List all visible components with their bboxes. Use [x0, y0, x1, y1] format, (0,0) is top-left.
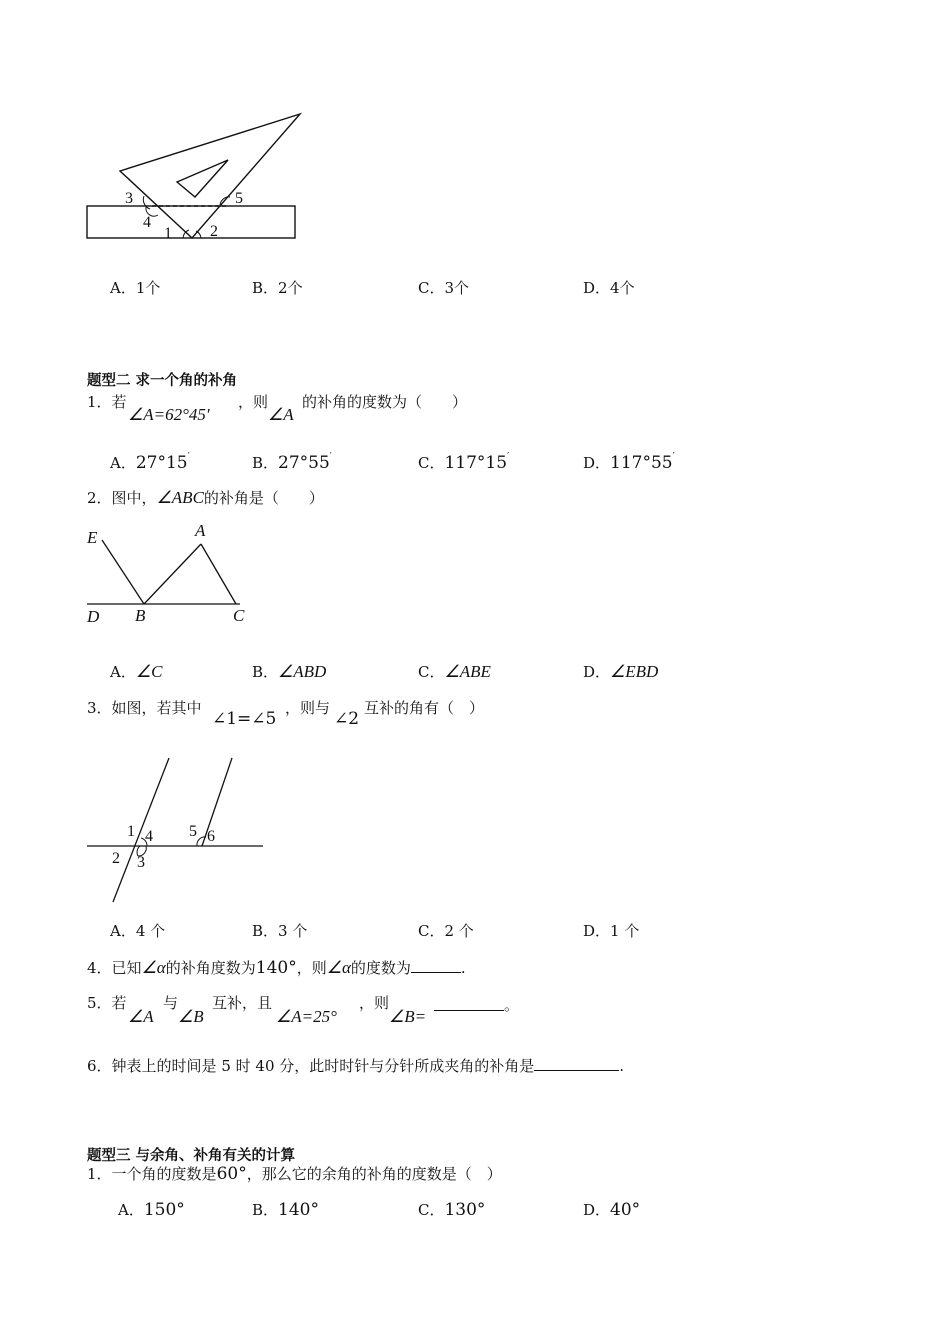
- s2-q3-option-d[interactable]: D．1 个: [583, 922, 640, 940]
- s2-q3-option-c[interactable]: C．2 个: [418, 922, 474, 940]
- s2-q1-angle: ∠A=62°45′: [128, 405, 210, 424]
- s2-q1-stem: 1．若: [87, 393, 127, 411]
- question-number: 2．: [87, 489, 112, 507]
- fig0-label-2: 2: [210, 223, 218, 240]
- label-d: D: [87, 607, 100, 626]
- q0-option-b[interactable]: [252, 281, 303, 296]
- s2-q1-option-c[interactable]: C．117°15′: [418, 452, 510, 473]
- s2-q3-angle: ∠2: [334, 709, 360, 729]
- fig0-label-3: 3: [125, 190, 133, 207]
- option-value: 4个: [610, 279, 635, 297]
- s2-q3-stem-mid: ，则与: [285, 699, 331, 717]
- s2-q5-end: 。: [504, 996, 520, 1014]
- question-number: 5．: [87, 994, 112, 1012]
- s2-q5-yu: 与: [163, 994, 179, 1012]
- s2-q1-option-d[interactable]: D．117°55′: [583, 452, 675, 473]
- q0-option-d[interactable]: [583, 281, 635, 296]
- s2-q1-option-a[interactable]: A．27°15′: [110, 452, 190, 473]
- s3-q1-option-c[interactable]: C．130°: [418, 1200, 486, 1220]
- figure-intersecting-lines: [80, 750, 270, 910]
- question-number: 6．: [87, 1057, 112, 1075]
- label-b: B: [135, 606, 146, 625]
- s2-q5-stem: 5．若: [87, 994, 127, 1012]
- fig0-label-5: 5: [235, 190, 243, 207]
- s2-q2-stem: 2．图中，∠ABC的补角是（ ）: [87, 488, 324, 507]
- s2-q5-ask: ∠B=: [389, 1007, 427, 1026]
- section-heading-3: 题型三 与余角、补角有关的计算: [87, 1148, 296, 1164]
- fig3-label-6: 6: [207, 828, 215, 845]
- option-letter: B．: [252, 279, 279, 297]
- answer-blank[interactable]: [411, 958, 461, 973]
- s2-q5-cond: ∠A=25°: [276, 1007, 337, 1026]
- s2-q2-option-a[interactable]: A．∠C: [110, 662, 163, 681]
- option-value: 2个: [278, 279, 303, 297]
- s2-q6-stem: 6．钟表上的时间是 5 时 40 分，此时时针与分针所成夹角的补角是 .: [87, 1057, 625, 1075]
- s2-q3-option-b[interactable]: B．3 个: [252, 922, 308, 940]
- option-value: 3个: [444, 279, 470, 297]
- fig0-label-4: 4: [143, 214, 151, 231]
- fig3-label-4: 4: [145, 828, 153, 845]
- question-number: 3．: [87, 699, 112, 717]
- s2-q3-option-a[interactable]: A．4 个: [110, 922, 166, 940]
- answer-blank[interactable]: [534, 1056, 619, 1071]
- s2-q2-option-c[interactable]: C．∠ABE: [418, 662, 491, 681]
- figure-ruler-triangle: [80, 105, 310, 245]
- question-number: 4．: [87, 959, 112, 977]
- label-e: E: [87, 528, 98, 547]
- section-heading-2: 题型二 求一个角的补角: [87, 373, 238, 389]
- s2-q3-stem-post: 互补的角有（ ）: [364, 699, 485, 717]
- s2-q5-answer-blank[interactable]: [434, 1010, 504, 1011]
- s2-q2-option-d[interactable]: D．∠EBD: [583, 662, 659, 681]
- s2-q5-mid2: ，则: [359, 994, 390, 1012]
- option-letter: C．: [418, 279, 445, 297]
- label-c: C: [233, 606, 245, 625]
- s3-q1-option-a[interactable]: A．150°: [118, 1200, 185, 1220]
- s2-q4-stem: 4．已知∠α的补角度数为140°，则∠α的度数为 .: [87, 958, 466, 978]
- s3-q1-option-d[interactable]: D．40°: [583, 1200, 641, 1220]
- s2-q5-mid: 互补，且: [212, 994, 273, 1012]
- fig3-label-2: 2: [112, 850, 120, 867]
- s2-q1-option-b[interactable]: B．27°55′: [252, 452, 332, 473]
- figure-angle-abc: [80, 518, 260, 628]
- s2-q2-option-b[interactable]: B．∠ABD: [252, 662, 327, 681]
- option-letter: D．: [583, 279, 611, 297]
- s2-q5-a2: ∠B: [178, 1007, 204, 1026]
- s2-q1-stem-mid: ，则: [238, 393, 269, 411]
- question-number: 1．: [87, 393, 112, 411]
- s2-q1-angle2: ∠A: [268, 405, 294, 424]
- s2-q5-a1: ∠A: [128, 1007, 154, 1026]
- question-number: 1．: [87, 1165, 112, 1183]
- fig0-label-1: 1: [164, 225, 172, 242]
- ruler: [87, 206, 295, 238]
- s2-q3-cond: ∠1=∠5: [212, 709, 277, 729]
- option-value: 1个: [135, 279, 161, 297]
- s2-q1-stem-post: 的补角的度数为（ ）: [302, 393, 468, 411]
- fig3-label-1: 1: [127, 823, 135, 840]
- fig3-label-5: 5: [189, 823, 197, 840]
- label-a: A: [195, 521, 206, 540]
- s2-q3-stem: 3．如图，若其中: [87, 699, 202, 717]
- s3-q1-stem: 1．一个角的度数是60°，那么它的余角的补角的度数是（ ）: [87, 1164, 502, 1184]
- s3-q1-option-b[interactable]: B．140°: [252, 1200, 319, 1220]
- fig3-label-3: 3: [137, 854, 145, 871]
- option-letter: A．: [110, 279, 136, 297]
- q0-option-a[interactable]: [110, 281, 160, 296]
- q0-option-c[interactable]: [418, 281, 469, 296]
- set-square-hole: [177, 160, 228, 197]
